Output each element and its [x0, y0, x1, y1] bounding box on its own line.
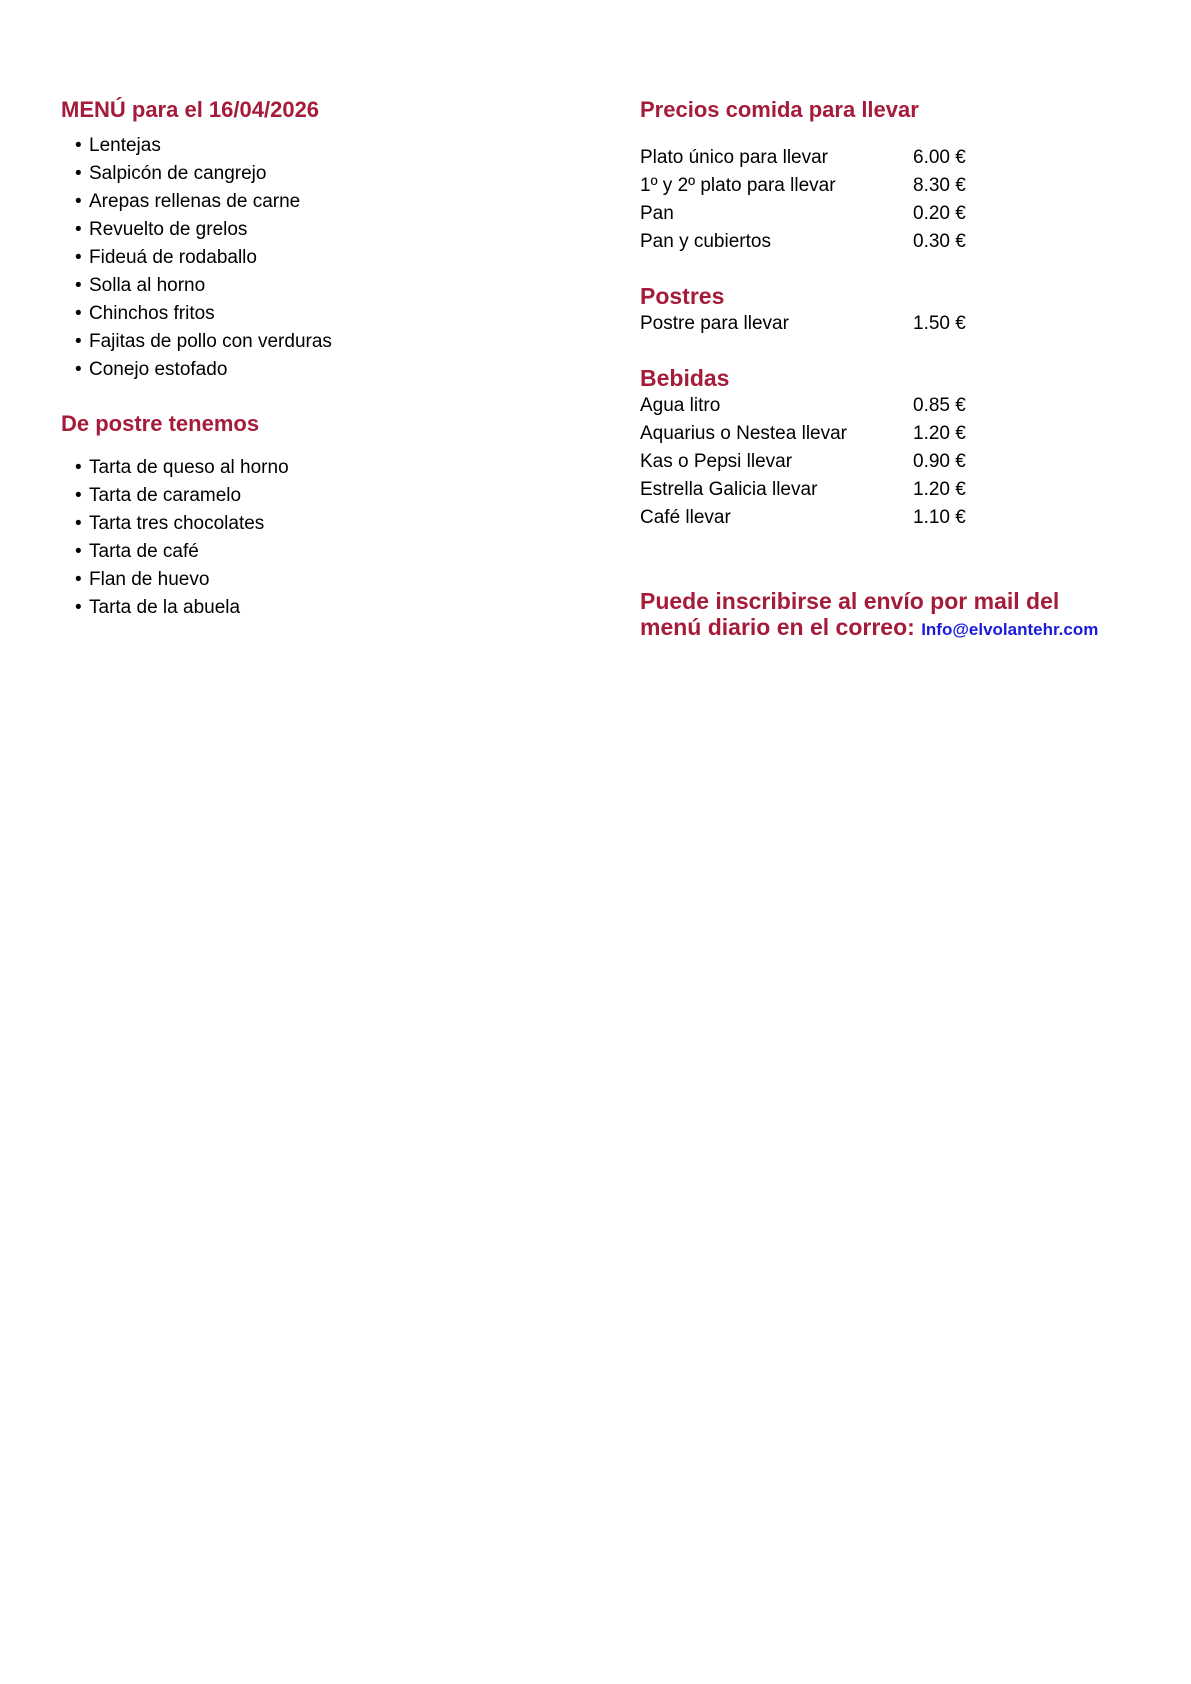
bullet-icon: •: [75, 191, 82, 212]
price-value: 0.90 €: [913, 451, 966, 472]
newsletter-signup-text: [640, 588, 1160, 643]
price-value: 0.30 €: [913, 231, 966, 252]
list-item: • Tarta de queso al horno: [75, 454, 581, 482]
price-item-name: Plato único para llevar: [640, 147, 828, 168]
price-item-name: 1º y 2º plato para llevar: [640, 175, 836, 196]
bullet-icon: •: [75, 457, 82, 478]
bullet-icon: •: [75, 275, 82, 296]
bullet-icon: •: [75, 569, 82, 590]
bullet-icon: •: [75, 513, 82, 534]
price-item-name: Kas o Pepsi llevar: [640, 451, 793, 472]
dessert-list: [61, 454, 581, 622]
price-item-name: Aquarius o Nestea llevar: [640, 423, 847, 444]
list-item: • Chinchos fritos: [75, 300, 581, 328]
list-item: • Conejo estofado: [75, 356, 581, 384]
price-item-name: Postre para llevar: [640, 313, 789, 334]
email-link[interactable]: Info@elvolantehr.com: [921, 620, 1099, 639]
price-row: [640, 144, 1160, 172]
price-row: [640, 504, 1160, 532]
dish-list: [61, 132, 581, 384]
takeaway-title: Precios comida para llevar: [640, 97, 919, 122]
price-row: [640, 392, 1160, 420]
postres-section: [640, 282, 1160, 338]
price-item-name: Agua litro: [640, 395, 721, 416]
list-item: • Solla al horno: [75, 272, 581, 300]
bullet-icon: •: [75, 219, 82, 240]
list-item: • Tarta de la abuela: [75, 594, 581, 622]
bullet-icon: •: [75, 541, 82, 562]
price-item-name: Café llevar: [640, 507, 731, 528]
bebidas-title: Bebidas: [640, 365, 730, 391]
price-row: [640, 172, 1160, 200]
list-item: • Salpicón de cangrejo: [75, 160, 581, 188]
prices-column: [640, 96, 1160, 643]
price-row: [640, 228, 1160, 256]
price-value: 1.10 €: [913, 507, 966, 528]
bullet-icon: •: [75, 359, 82, 380]
signup-line-2: [640, 614, 1160, 643]
list-item: • Tarta de caramelo: [75, 482, 581, 510]
signup-line-1: Puede inscribirse al envío por mail del: [640, 588, 1060, 614]
signup-line-2-text: menú diario en el correo:: [640, 614, 915, 640]
list-item: • Arepas rellenas de carne: [75, 188, 581, 216]
price-row: [640, 476, 1160, 504]
price-value: 0.20 €: [913, 203, 966, 224]
takeaway-price-table: [640, 144, 1160, 256]
bullet-icon: •: [75, 331, 82, 352]
bullet-icon: •: [75, 163, 82, 184]
price-value: 1.20 €: [913, 479, 966, 500]
bebidas-section: [640, 364, 1160, 532]
list-item: • Tarta de café: [75, 538, 581, 566]
list-item: • Lentejas: [75, 132, 581, 160]
price-value: 0.85 €: [913, 395, 966, 416]
list-item: • Revuelto de grelos: [75, 216, 581, 244]
price-item-name: Pan y cubiertos: [640, 231, 771, 252]
price-value: 1.50 €: [913, 313, 966, 334]
price-item-name: Pan: [640, 203, 674, 224]
menu-title: MENÚ para el 16/04/2026: [61, 97, 320, 122]
daily-menu-column: [61, 96, 581, 622]
postres-title: Postres: [640, 283, 725, 309]
bullet-icon: •: [75, 485, 82, 506]
price-value: 6.00 €: [913, 147, 966, 168]
bullet-icon: •: [75, 303, 82, 324]
bullet-icon: •: [75, 247, 82, 268]
bullet-icon: •: [75, 135, 82, 156]
price-value: 1.20 €: [913, 423, 966, 444]
list-item: • Flan de huevo: [75, 566, 581, 594]
list-item: • Fajitas de pollo con verduras: [75, 328, 581, 356]
price-row: [640, 200, 1160, 228]
list-item: • Fideuá de rodaballo: [75, 244, 581, 272]
desserts-title: De postre tenemos: [61, 411, 260, 436]
price-row: [640, 420, 1160, 448]
price-value: 8.30 €: [913, 175, 966, 196]
list-item: • Tarta tres chocolates: [75, 510, 581, 538]
price-row: [640, 448, 1160, 476]
price-row: [640, 310, 1160, 338]
price-item-name: Estrella Galicia llevar: [640, 479, 818, 500]
bullet-icon: •: [75, 597, 82, 618]
